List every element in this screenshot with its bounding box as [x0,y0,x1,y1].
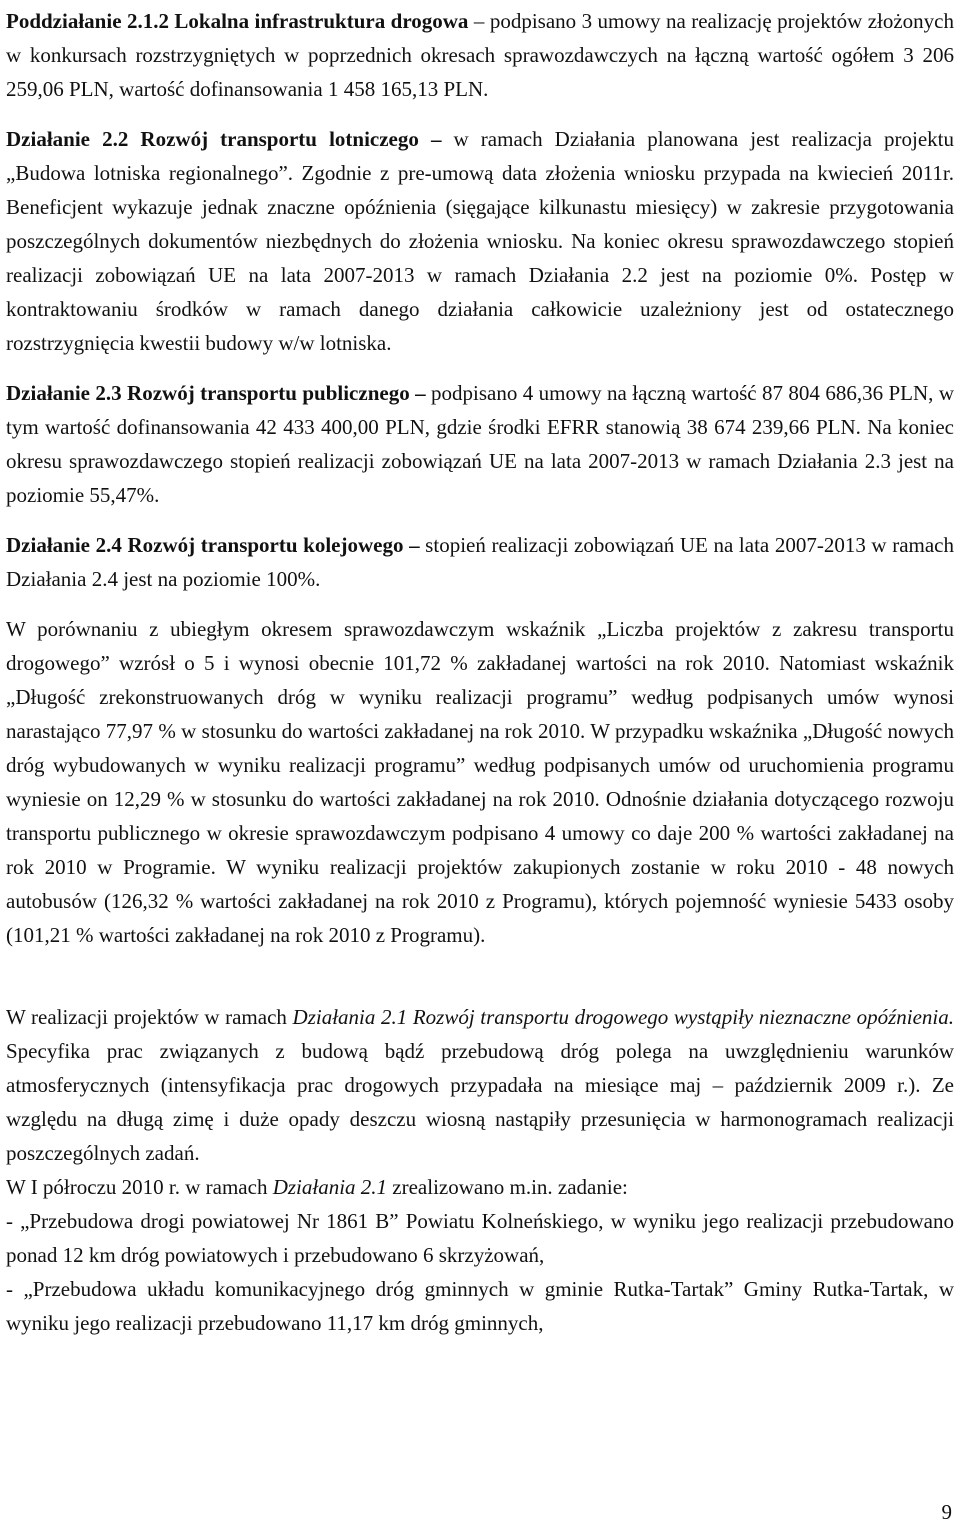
paragraph-text: – podpisano 3 umowy na realizację projektów złożonych w konkursach rozstrzygniętych w poprzednich okresach sprawozdawczych na łączną wartość ogółem 3 206 259,06 PLN, wartość dofinansowania 1 458 165,13 PLN. [6,9,954,101]
list-item: - „Przebudowa drogi powiatowej Nr 1861 B” Powiatu Kolneńskiego, w wyniku jego realizacji przebudowano ponad 12 km dróg powiatowych i przebudowano 6 skrzyżowań, [6,1209,954,1267]
list-item: - „Przebudowa układu komunikacyjnego dróg gminnych w gminie Rutka-Tartak” Gminy Rutka-Tartak, w wyniku jego realizacji przebudowano 11,17 km dróg gminnych, [6,1277,954,1335]
paragraph-delays [6,1000,954,1170]
paragraph-text: w ramach Działania planowana jest realizacja projektu „Budowa lotniska regionalnego”. Zgodnie z pre-umową data złożenia wniosku przypada na kwiecień 2011r. Beneficjent wykazuje jednak znaczne opóźnienia (sięgające kilkunastu miesięcy) w zakresie przygotowania poszczególnych dokumentów niezbędnych do złożenia wniosku. Na koniec okresu sprawozdawczego stopień realizacji zobowiązań UE na lata 2007-2013 w ramach Działania 2.2 jest na poziomie 0%. Postęp w kontraktowaniu środków w ramach danego działania całkowicie uzależniony jest od ostatecznego rozstrzygnięcia kwestii budowy w/w lotniska. [6,127,955,355]
paragraph-action-2-3 [6,376,954,512]
heading-action-2-4: Działanie 2.4 Rozwój transportu kolejowego – [6,533,420,557]
paragraph-text: stopień realizacji zobowiązań UE na lata 2007-2013 w ramach Działania 2.4 jest na poziomie 100%. [6,533,954,591]
heading-action-2-2: Działanie 2.2 Rozwój transportu lotniczego – [6,127,442,151]
paragraph-text: zrealizowano m.in. zadanie: [387,1175,628,1199]
page-number: 9 [941,1500,952,1524]
heading-subaction-2-1-2: Poddziałanie 2.1.2 Lokalna infrastruktura drogowa [6,9,469,33]
paragraph-indicators: W porównaniu z ubiegłym okresem sprawozdawczym wskaźnik „Liczba projektów z zakresu transportu drogowego” wzrósł o 5 i wynosi obecnie 101,72 % zakładanej wartości na rok 2010. Natomiast wskaźnik „Długość zrekonstruowanych dróg w wyniku realizacji programu” według podpisanych umów wynosi narastająco 77,97 % w stosunku do wartości zakładanej na rok 2010. W przypadku wskaźnika „Długość nowych dróg wybudowanych w wyniku realizacji programu” według podpisanych umów od uruchomienia programu wyniesie on 12,29 % w stosunku do wartości zakładanej na rok 2010. Odnośnie działania dotyczącego rozwoju transportu publicznego w okresie sprawozdawczym podpisano 4 umowy co daje 200 % wartości zakładanej na rok 2010 w Programie. W wyniku realizacji projektów zakupionych zostanie w roku 2010 - 48 nowych autobusów (126,32 % wartości zakładanej na rok 2010 z Programu), których pojemność wyniesie 5433 osoby (101,21 % wartości zakładanej na rok 2010 z Programu). [6,617,954,947]
paragraph-subaction-2-1-2 [6,4,954,106]
paragraph-text: Specyfika prac związanych z budową bądź przebudową dróg polega na uwzględnieniu warunków atmosferycznych (intensyfikacja prac drogowych przypadała na miesiące maj – październik 2009 r.). Ze względu na długą zimę i duże opady deszczu wiosną nastąpiły przesunięcia w harmonogramach realizacji poszczególnych zadań. [6,1039,954,1165]
emphasis-text: Działania 2.1 Rozwój transportu drogowego wystąpiły nieznaczne opóźnienia. [292,1005,955,1029]
paragraph-action-2-2 [6,122,954,360]
paragraph-first-half-2010 [6,1170,954,1204]
heading-action-2-3: Działanie 2.3 Rozwój transportu publicznego – [6,381,426,405]
paragraph-text: podpisano 4 umowy na łączną wartość 87 804 686,36 PLN, w tym wartość dofinansowania 42 433 400,00 PLN, gdzie środki EFRR stanowią 38 674 239,66 PLN. Na koniec okresu sprawozdawczego stopień realizacji zobowiązań UE na lata 2007-2013 w ramach Działania 2.3 jest na poziomie 55,47%. [6,381,954,507]
paragraph-text: W realizacji projektów w ramach [6,1005,293,1029]
paragraph-text: W I półroczu 2010 r. w ramach [6,1175,273,1199]
document-page [6,4,954,1340]
emphasis-text: Działania 2.1 [272,1175,388,1199]
paragraph-action-2-4 [6,528,954,596]
